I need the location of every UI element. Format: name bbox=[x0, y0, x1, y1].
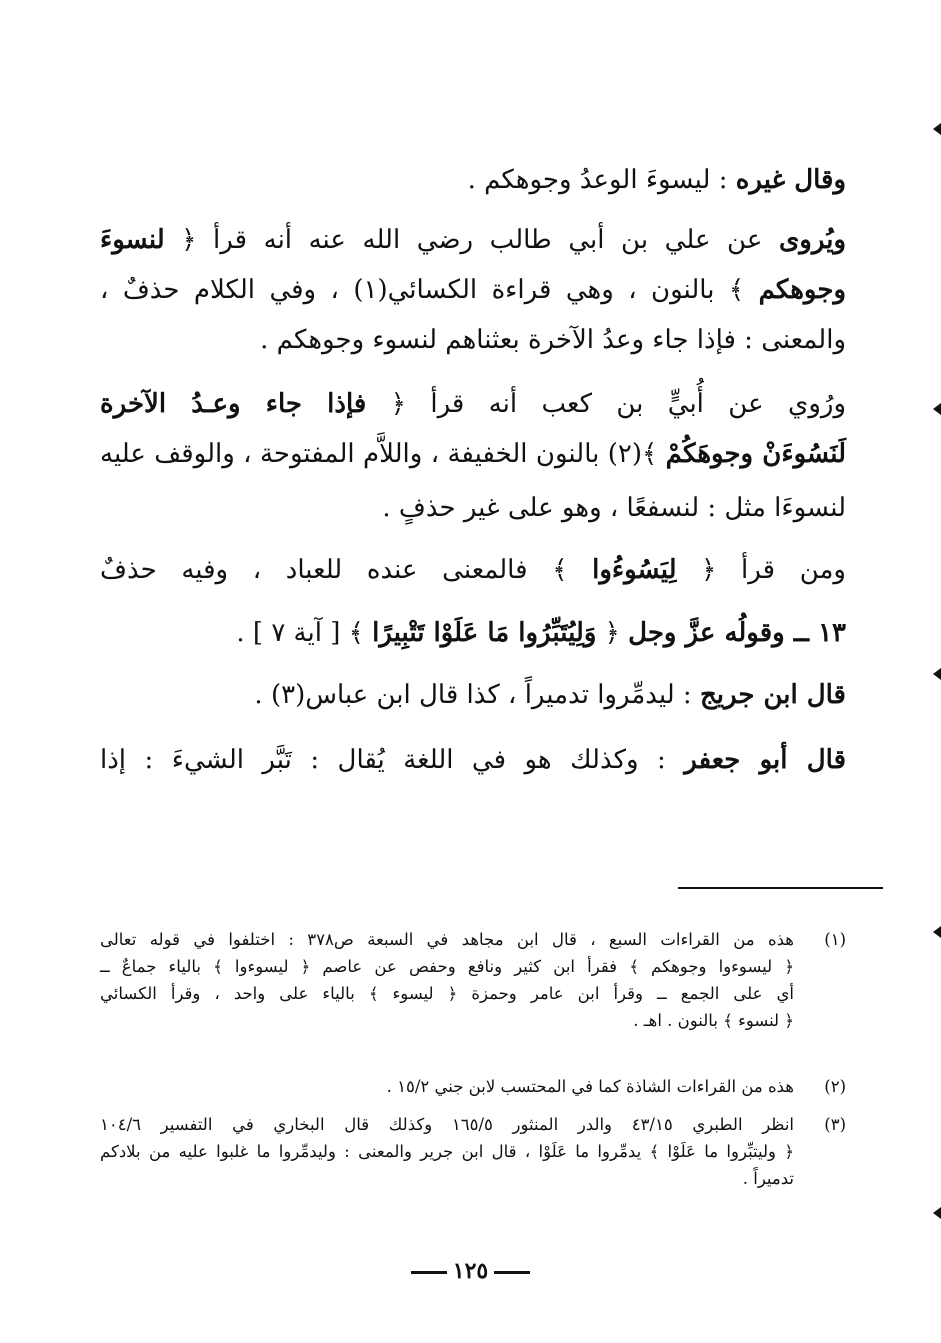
footnote-separator bbox=[678, 887, 883, 889]
margin-mark bbox=[933, 926, 941, 938]
footnote-line: هذه من القراءات السبع ، قال ابن مجاهد في السبعة ص٣٧٨ : اختلفوا في قوله تعالى bbox=[100, 930, 794, 949]
bold-text-run: لِيَسُوءُوا bbox=[592, 555, 677, 585]
footnote-line: تدميراً . bbox=[742, 1169, 794, 1188]
bold-text-run: وقولُه عزَّ وجل bbox=[628, 618, 785, 648]
bold-text-run: وقال غيره bbox=[735, 165, 846, 195]
text-line bbox=[100, 740, 846, 780]
text-run: ﴾(٢) بالنون الخفيفة ، واللاَّم المفتوحة ، والوقف عليه bbox=[100, 439, 666, 469]
bold-text-run: ١٣ ــ bbox=[784, 618, 846, 648]
text-run: : وكذلك هو في اللغة يُقال : تَبَّر الشيءَ : إذا bbox=[100, 745, 685, 775]
bold-text-run: وَلِيُتَبِّرُوا مَا عَلَوْا تَتْبِيرًا bbox=[372, 618, 597, 648]
bold-text-run: قال أبو جعفر bbox=[684, 745, 846, 775]
footnote bbox=[100, 926, 846, 1034]
text-run: ﴿ bbox=[596, 618, 629, 648]
text-run: ﴾ [ آية ٧ ] . bbox=[236, 618, 373, 648]
text-run: ورُوي عن أُبيٍّ بن كعب أنه قرأ ﴿ bbox=[366, 389, 846, 419]
margin-mark bbox=[933, 1207, 941, 1219]
bold-text-run: فإذا جاء وعـدُ الآخرة bbox=[100, 389, 367, 419]
footnote-line: ﴿ ليسوءوا وجوهكم ﴾ فقرأ ابن كثير ونافع وحفص عن عاصم ﴿ ليسوءوا ﴾ بالياء جماعٌ ــ bbox=[100, 957, 794, 976]
text-line bbox=[100, 320, 846, 360]
text-line bbox=[100, 160, 846, 200]
text-line bbox=[100, 488, 846, 528]
text-run: ﴾ فالمعنى عنده للعباد ، وفيه حذفٌ bbox=[100, 555, 593, 585]
text-run: : ليسوءَ الوعدُ وجوهكم . bbox=[467, 165, 736, 195]
text-run: ومن قرأ ﴿ bbox=[676, 555, 846, 585]
footnote-line: أي على الجمع ــ وقرأ ابن عامر وحمزة ﴿ ليسوء ﴾ بالياء على واحد ، وقرأ الكسائي bbox=[100, 984, 794, 1003]
text-run: عن علي بن أبي طالب رضي الله عنه أنه قرأ ﴿ bbox=[164, 225, 779, 255]
text-run: والمعنى : فإذا جاء وعدُ الآخرة بعثناهم لنسوء وجوهكم . bbox=[260, 325, 846, 355]
bold-text-run: ويُروى bbox=[778, 225, 846, 255]
text-run: ﴾ بالنون ، وهي قراءة الكسائي(١) ، وفي الكلام حذفٌ ، bbox=[100, 275, 759, 305]
bold-text-run: لنسوءَ bbox=[100, 225, 165, 255]
bold-text-run: قال ابن جريج bbox=[699, 680, 846, 710]
bold-text-run: لَنَسُوءَنْ وجوهَكُمْ bbox=[665, 439, 846, 469]
text-line bbox=[100, 613, 846, 653]
page-number: ١٢٥ bbox=[0, 1258, 941, 1284]
text-run: لنسوءَا مثل : لنسفعًا ، وهو على غير حذفٍ . bbox=[382, 493, 846, 523]
text-run: : ليدمِّروا تدميراً ، كذا قال ابن عباس(٣) . bbox=[254, 680, 700, 710]
margin-mark bbox=[933, 123, 941, 135]
footnote-line: ﴿ لنسوء ﴾ بالنون . اهـ . bbox=[633, 1011, 794, 1030]
text-line bbox=[100, 384, 846, 424]
text-line bbox=[100, 270, 846, 310]
footnote-line: هذه من القراءات الشاذة كما في المحتسب لابن جني ١٥/٢ . bbox=[386, 1077, 794, 1096]
footnote-line: انظر الطبري ٤٣/١٥ والدر المنثور ١٦٥/٥ وكذلك قال البخاري في التفسير ١٠٤/٦ bbox=[100, 1115, 795, 1134]
margin-mark bbox=[933, 403, 941, 415]
footnote bbox=[100, 1111, 846, 1192]
margin-mark bbox=[933, 668, 941, 680]
text-line bbox=[100, 675, 846, 715]
footnote-line: ﴿ وليتبِّروا ما عَلَوْا ﴾ يدمِّروا ما عَلَوْا ، قال ابن جرير والمعنى : وليدمِّروا ما غلبوا عليه من بلادكم bbox=[100, 1142, 794, 1161]
footnote-number: (٣) bbox=[824, 1115, 846, 1134]
footnote-number: (٢) bbox=[824, 1077, 846, 1096]
footnote-number: (١) bbox=[824, 930, 846, 949]
text-line bbox=[100, 434, 846, 474]
bold-text-run: وجوهكم bbox=[758, 275, 846, 305]
text-line bbox=[100, 550, 846, 590]
text-line bbox=[100, 220, 846, 260]
footnote bbox=[100, 1073, 846, 1100]
